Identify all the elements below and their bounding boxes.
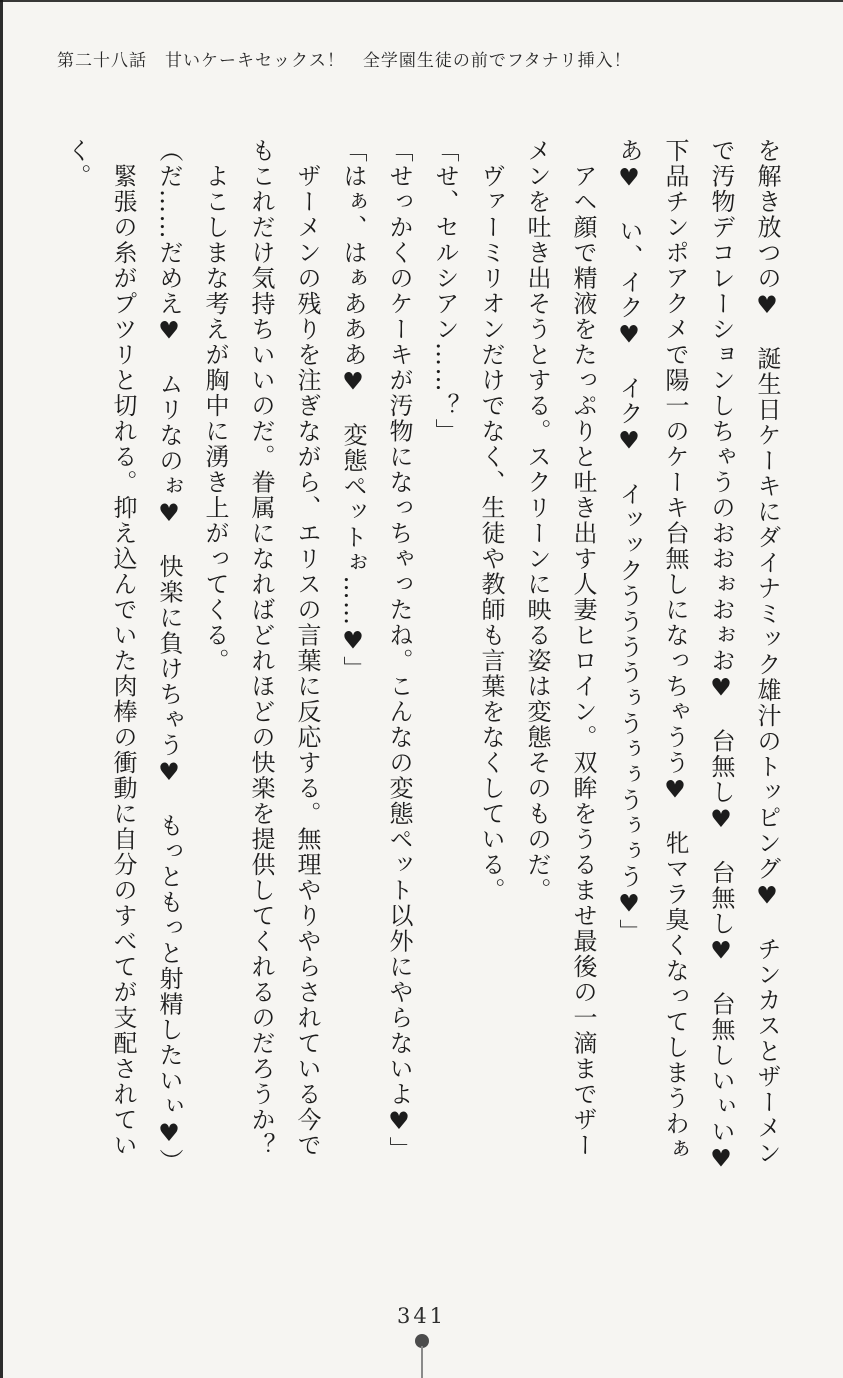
page-number: 341	[396, 1304, 447, 1328]
text-column: ヴァーミリオンだけでなく、生徒や教師も言葉をなくしている。	[477, 138, 505, 903]
scan-edge-left	[0, 0, 3, 1378]
text-column: で汚物デコレーションしちゃうのおおぉおぉお♥ 台無し♥ 台無し♥ 台無しいぃい♥	[707, 138, 735, 1174]
body-text	[45, 138, 790, 1198]
text-column: メンを吐き出そうとする。スクリーンに映る姿は変態そのものだ。	[523, 138, 551, 903]
text-column: 「はぁ、はぁあああ♥ 変態ペットぉ……♥」	[339, 138, 367, 682]
page-ornament-stem	[421, 1346, 423, 1378]
text-column: を解き放つの♥ 誕生日ケーキにダイナミック雄汁のトッピング♥ チンカスとザーメン	[753, 138, 781, 1166]
text-column: 「せっかくのケーキが汚物になっちゃったね。こんなの変態ペット以外にやらないよ♥」	[385, 138, 413, 1162]
text-column: 「せ、セルシアン……？」	[431, 138, 459, 444]
text-column: （だ……だめえ♥ ムリなのぉ♥ 快楽に負けちゃう♥ もっともっと射精したいぃ♥）	[155, 138, 183, 1174]
text-column: アヘ顔で精液をたっぷりと吐き出す人妻ヒロイン。双眸をうるませ最後の一滴までザー	[569, 138, 597, 1158]
text-column: もこれだけ気持ちいいのだ。眷属になればどれほどの快楽を提供してくれるのだろうか？	[247, 138, 275, 1158]
text-column: あ♥ い、イク♥ イク♥ イッックううううぅうぅぅうぅぅう♥」	[615, 138, 643, 945]
text-column: ザーメンの残りを注ぎながら、エリスの言葉に反応する。無理やりやらされている今で	[293, 138, 321, 1158]
chapter-header: 第二十八話 甘いケーキセックス！ 全学園生徒の前でフタナリ挿入！	[57, 51, 632, 71]
text-column: よこしまな考えが胸中に湧き上がってくる。	[201, 138, 229, 674]
text-column: く。	[63, 138, 91, 189]
scan-edge-top	[0, 0, 843, 2]
text-column: 下品チンポアクメで陽一のケーキ台無しになっちゃうう♥ 牝マラ臭くなってしまうわぁ	[661, 138, 689, 1162]
text-column: 緊張の糸がプツリと切れる。抑え込んでいた肉棒の衝動に自分のすべてが支配されてい	[109, 138, 137, 1158]
